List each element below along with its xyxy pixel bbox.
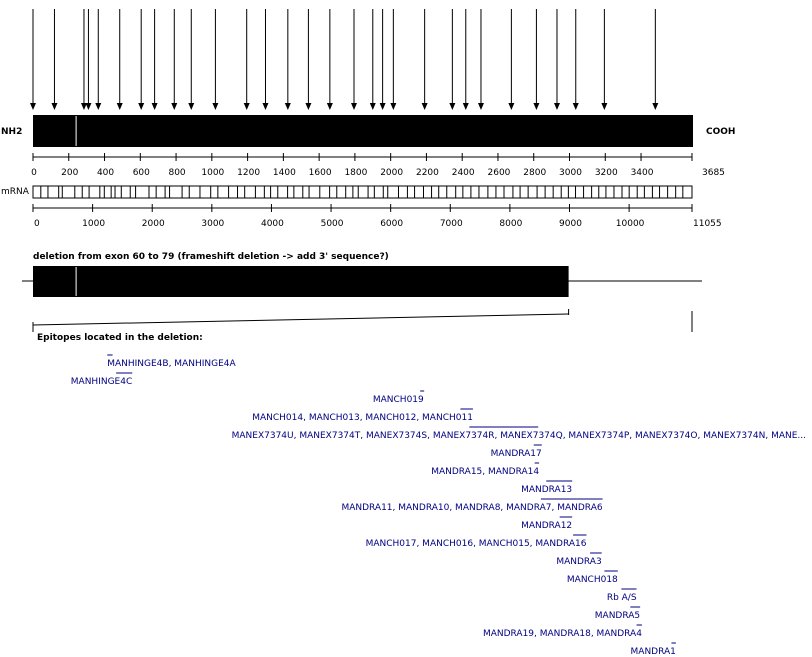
- site-arrow-head: [262, 103, 268, 110]
- aa-axis: [31, 153, 725, 178]
- epitope-label: MANCH019: [372, 395, 424, 405]
- aa-axis-tick-label: 3400: [630, 168, 654, 178]
- epitope-list: [71, 355, 806, 657]
- nt-axis-tick-label: 10000: [615, 219, 645, 229]
- epitope-label: MANHINGE4B, MANHINGE4A: [107, 359, 236, 369]
- nt-axis: [33, 204, 722, 229]
- site-arrow-head: [85, 103, 91, 110]
- aa-axis-tick-label: 1400: [272, 168, 296, 178]
- epitope-label: MANEX7374U, MANEX7374T, MANEX7374S, MANEX7374R, MANEX7374Q, MANEX7374P, MANEX7374O, MANEX7374N, MANE...: [231, 431, 806, 441]
- zoom-guide-line: [33, 314, 569, 325]
- site-arrow-head: [351, 103, 357, 110]
- epitope-label: MANDRA17: [490, 449, 542, 459]
- deletion-bar: [33, 266, 569, 297]
- n-term-label: NH2: [1, 127, 23, 137]
- aa-axis-tick-label: 2800: [523, 168, 547, 178]
- site-arrow-head: [533, 103, 539, 110]
- nt-axis-tick-label: 2000: [141, 219, 165, 229]
- epitope-label: MANDRA5: [594, 611, 641, 621]
- deletion-zoom-guides: [33, 309, 692, 332]
- nt-axis-tick-label: 8000: [499, 219, 523, 229]
- aa-axis-tick-label: 800: [168, 168, 186, 178]
- epitope-label: MANDRA3: [556, 557, 602, 567]
- c-term-label: COOH: [706, 127, 736, 137]
- site-arrow-head: [554, 103, 560, 110]
- aa-axis-tick-label: 2600: [487, 168, 511, 178]
- aa-axis-tick-label: 0: [31, 168, 37, 178]
- nt-axis-tick-label: 1000: [82, 219, 106, 229]
- site-arrow-head: [95, 103, 101, 110]
- epitope-label: MANDRA15, MANDRA14: [431, 467, 540, 477]
- site-arrow-head: [152, 103, 158, 110]
- nt-axis-tick-label: 7000: [439, 219, 463, 229]
- site-arrow-head: [573, 103, 579, 110]
- aa-axis-tick-label: 1000: [201, 168, 225, 178]
- protein-bar: [33, 115, 693, 147]
- site-arrow-head: [449, 103, 455, 110]
- site-arrows: [30, 9, 658, 110]
- site-arrow-head: [463, 103, 469, 110]
- deletion-title: deletion from exon 60 to 79 (frameshift deletion -> add 3' sequence?): [33, 252, 389, 262]
- aa-axis-tick-label: 1200: [237, 168, 261, 178]
- site-arrow-head: [171, 103, 177, 110]
- site-arrow-head: [327, 103, 333, 110]
- epitope-label: MANDRA19, MANDRA18, MANDRA4: [482, 629, 642, 639]
- site-arrow-head: [422, 103, 428, 110]
- site-arrow-head: [138, 103, 144, 110]
- aa-axis-tick-label: 3200: [594, 168, 618, 178]
- site-arrow-head: [212, 103, 218, 110]
- site-arrow-head: [117, 103, 123, 110]
- nt-axis-tick-label: 9000: [559, 219, 582, 229]
- site-arrow-head: [244, 103, 250, 110]
- epitope-label: Rb A/S: [606, 593, 637, 603]
- aa-axis-tick-label: 200: [61, 168, 79, 178]
- epitope-label: MANDRA1: [630, 647, 676, 657]
- site-arrow-head: [390, 103, 396, 110]
- epitope-label: MANCH014, MANCH013, MANCH012, MANCH011: [252, 413, 473, 423]
- nt-axis-tick-label: 5000: [320, 219, 344, 229]
- aa-axis-tick-label: 600: [132, 168, 150, 178]
- site-arrow-head: [305, 103, 311, 110]
- epitope-label: MANCH017, MANCH016, MANCH015, MANDRA16: [365, 539, 587, 549]
- site-arrow-head: [508, 103, 514, 110]
- site-arrow-head: [601, 103, 607, 110]
- epitope-label: MANCH018: [566, 575, 618, 585]
- aa-axis-tick-label: 2200: [415, 168, 439, 178]
- epitopes-title: Epitopes located in the deletion:: [37, 333, 203, 343]
- aa-axis-tick-label: 2400: [451, 168, 475, 178]
- aa-axis-end-label: 3685: [702, 168, 725, 178]
- mrna-track-frame: [33, 186, 692, 198]
- mrna-exon-track: [33, 186, 692, 198]
- epitope-label: MANDRA13: [521, 485, 573, 495]
- aa-axis-tick-label: 1800: [344, 168, 368, 178]
- nt-axis-tick-label: 3000: [201, 219, 225, 229]
- mrna-label: mRNA: [1, 187, 29, 197]
- site-arrow-head: [30, 103, 36, 110]
- epitope-label: MANDRA11, MANDRA10, MANDRA8, MANDRA7, MANDRA6: [341, 503, 603, 513]
- site-arrow-head: [188, 103, 194, 110]
- nt-axis-end-label: 11055: [693, 219, 722, 229]
- site-arrow-head: [370, 103, 376, 110]
- site-arrow-head: [652, 103, 658, 110]
- aa-axis-tick-label: 1600: [308, 168, 332, 178]
- nt-axis-tick-label: 0: [34, 219, 40, 229]
- nt-axis-tick-label: 4000: [260, 219, 284, 229]
- aa-axis-tick-label: 400: [96, 168, 115, 178]
- site-arrow-head: [380, 103, 386, 110]
- aa-axis-tick-label: 2000: [380, 168, 404, 178]
- epitope-label: MANDRA12: [521, 521, 573, 531]
- nt-axis-tick-label: 6000: [380, 219, 404, 229]
- site-arrow-head: [478, 103, 484, 110]
- epitope-label: MANHINGE4C: [70, 377, 133, 387]
- aa-axis-tick-label: 3000: [559, 168, 582, 178]
- site-arrow-head: [51, 103, 57, 110]
- site-arrow-head: [285, 103, 291, 110]
